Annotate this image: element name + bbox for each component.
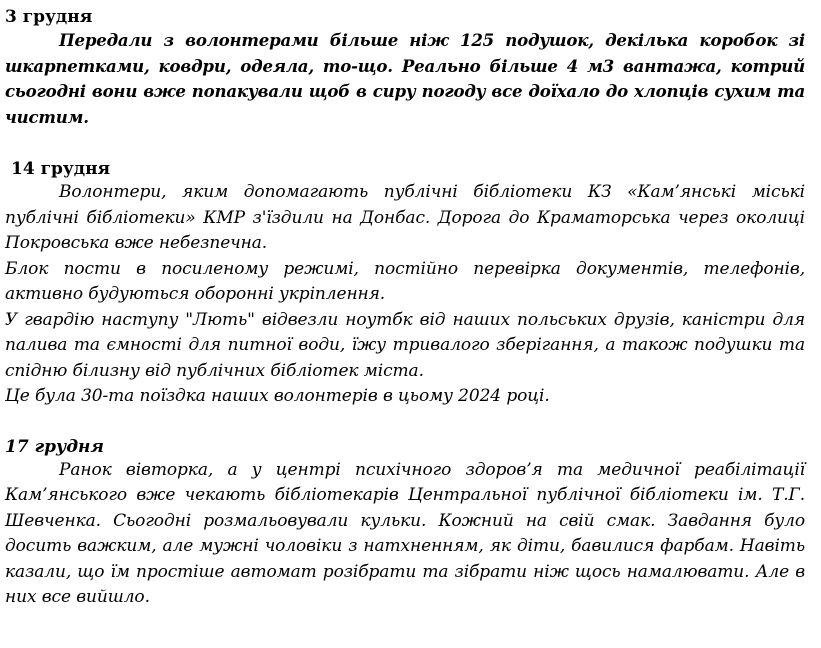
entry-paragraph: У гвардію наступу "Лють" відвезли ноутбк від наших польських друзів, каністри для палива та ємності для питної води, їжу тривалого зберігання, а також подушки та спідню білизну від публічних бібліотек міста. [5, 309, 805, 381]
section-spacer [5, 130, 805, 158]
entry-paragraph: Передали з волонтерами більше ніж 125 подушок, декілька коробок зі шкарпетками, ковдри, одеяла, то-що. Реально більше 4 м3 вантажа, котрий сьогодні вони вже попакували щоб в сиру погоду все доїхало до хлопців сухим та чистим. [5, 30, 805, 127]
entry-paragraph: Блок пости в посиленому режимі, постійно перевірка документів, телефонів, активно будуються оборонні укріплення. [5, 258, 805, 304]
section-spacer [5, 410, 805, 436]
entry-date-heading: 14 грудня [11, 159, 111, 179]
entry-3-december [5, 6, 805, 130]
entry-17-december [5, 436, 805, 611]
entry-date-heading: 17 грудня [5, 436, 104, 457]
entry-paragraph: Це була 30-та поїздка наших волонтерів в цьому 2024 році. [5, 386, 550, 406]
entry-14-december [5, 158, 805, 410]
entry-paragraph: Волонтери, яким допомагають публічні бібліотеки КЗ «Кам’янські міські публічні бібліотеки» КМР з'їздили на Донбас. Дорога до Краматорська через околиці Покровська вже небезпечна. [5, 182, 805, 253]
entry-date-heading: 3 грудня [5, 7, 93, 27]
entry-paragraph: Ранок вівторка, а у центрі психічного здоров’я та медичної реабілітації Кам’янського вже чекають бібліотекарів Центральної публічної бібліотеки ім. Т.Г. Шевченка. Сьогодні розмальовували кульки. Кожний на свій смак. Завдання було досить важким, але мужні чоловіки з натхненням, як діти, бавилися фарбам. Навіть казали, що їм простіше автомат розібрати та зібрати ніж щось намалювати. Але в них все вийшло. [5, 459, 805, 607]
